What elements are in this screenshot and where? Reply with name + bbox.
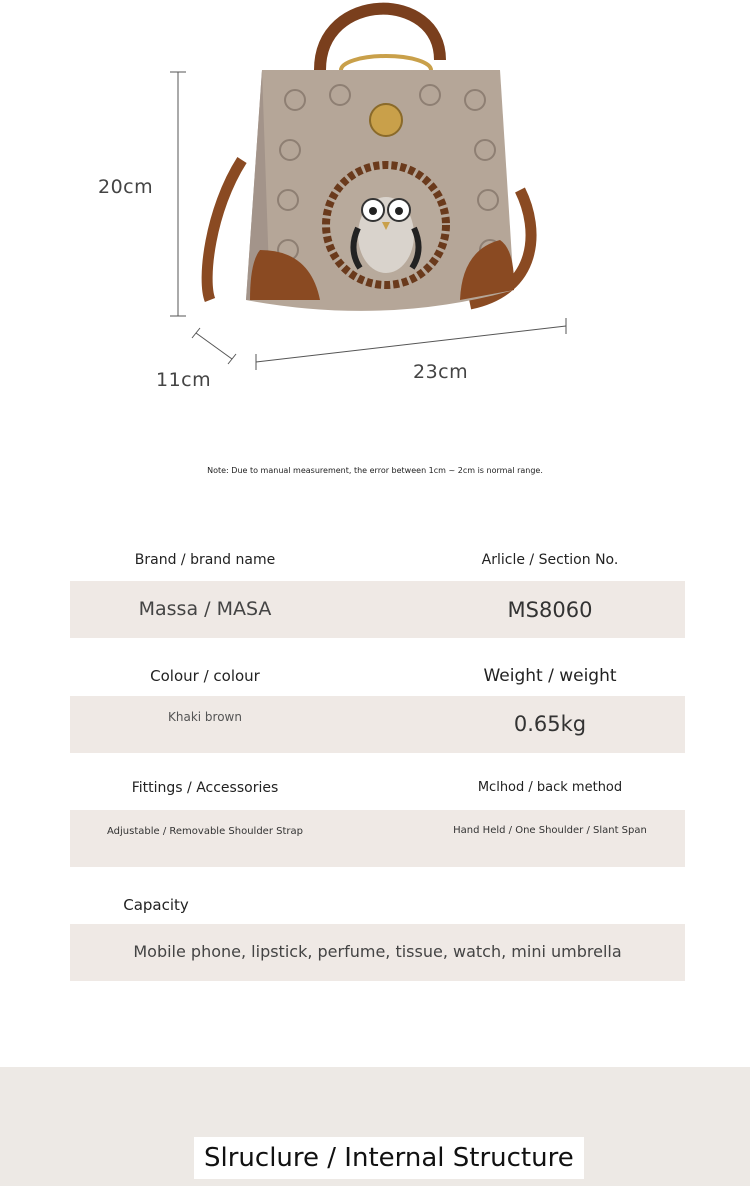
method-value: Hand Held / One Shoulder / Slant Span xyxy=(453,825,647,836)
article-label: Arlicle / Section No. xyxy=(481,552,619,568)
capacity-label: Capacity xyxy=(123,896,189,914)
width-dimension: 23cm xyxy=(413,361,469,383)
handbag-illustration xyxy=(170,0,590,400)
structure-section xyxy=(0,1067,750,1186)
fittings-label: Fittings / Accessories xyxy=(131,780,279,796)
brand-value: Massa / MASA xyxy=(138,598,272,620)
depth-dimension: 11cm xyxy=(156,369,212,391)
weight-value: 0.65kg xyxy=(513,712,587,736)
measurement-note: Note: Due to manual measurement, the error between 1cm ~ 2cm is normal range. xyxy=(207,466,543,475)
height-dimension: 20cm xyxy=(98,176,154,198)
colour-label: Colour / colour xyxy=(150,667,260,685)
brand-label: Brand / brand name xyxy=(134,552,276,568)
article-value: MS8060 xyxy=(507,598,593,622)
fittings-method-row xyxy=(70,810,685,867)
product-image xyxy=(170,0,590,400)
structure-title: Slruclure / Internal Structure xyxy=(194,1137,584,1179)
capacity-row xyxy=(70,924,685,981)
fittings-value: Adjustable / Removable Shoulder Strap xyxy=(107,826,303,837)
weight-label: Weight / weight xyxy=(483,666,617,686)
colour-value: Khaki brown xyxy=(168,710,242,724)
brand-article-row xyxy=(70,581,685,638)
colour-weight-row xyxy=(70,696,685,753)
method-label: Mclhod / back method xyxy=(477,780,623,795)
capacity-value: Mobile phone, lipstick, perfume, tissue, watch, mini umbrella xyxy=(133,942,622,961)
